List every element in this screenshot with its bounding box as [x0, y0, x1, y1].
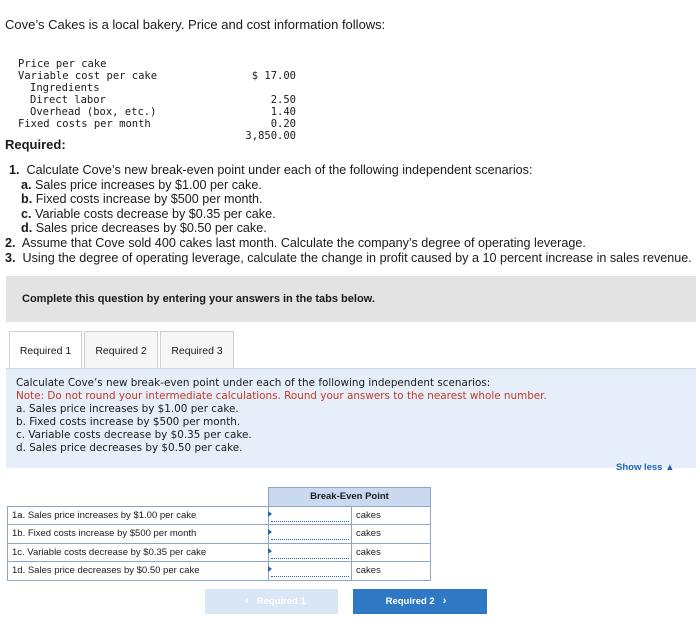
requirement-letter: a. — [21, 177, 32, 192]
instruction-banner: Complete this question by entering your answers in the tabs below. — [6, 276, 696, 322]
requirements-list — [5, 163, 692, 265]
answer-cell — [269, 525, 352, 544]
answer-input-1c[interactable] — [271, 546, 349, 559]
cost-value: 0.20 — [270, 118, 296, 130]
question-panel — [6, 368, 696, 468]
requirement-number: 3. — [5, 250, 16, 265]
row-label: 1c. Variable costs decrease by $0.35 per cake — [8, 543, 269, 562]
table-header-row — [8, 488, 431, 507]
unit-label: cakes — [352, 506, 431, 525]
input-marker-icon — [268, 529, 272, 535]
chevron-right-icon: › — [442, 595, 447, 607]
answer-cell — [269, 506, 352, 525]
previous-label: Required 1 — [256, 596, 306, 607]
answer-cell — [269, 562, 352, 581]
input-marker-icon — [268, 548, 272, 554]
show-less-label: Show less — [616, 462, 663, 473]
requirement-sub-item — [5, 192, 692, 207]
header-blank — [8, 488, 269, 507]
requirement-sub-item — [5, 221, 692, 236]
answer-input-1b[interactable] — [271, 527, 349, 540]
cost-value: $ 17.00 — [251, 70, 296, 82]
row-label: 1b. Fixed costs increase by $500 per month — [8, 525, 269, 544]
unit-label: cakes — [352, 543, 431, 562]
answer-input-1a[interactable] — [271, 509, 349, 522]
requirement-letter: c. — [21, 206, 32, 221]
requirement-letter: d. — [21, 221, 33, 236]
requirement-text: Variable costs decrease by $0.35 per cake. — [35, 206, 276, 221]
panel-instruction: Calculate Cove’s new break-even point under each of the following independent scenarios: — [16, 377, 491, 389]
chevron-left-icon: ‹ — [245, 595, 249, 607]
input-marker-icon — [268, 566, 272, 572]
requirement-text: Sales price decreases by $0.50 per cake. — [35, 221, 267, 236]
requirement-letter: b. — [21, 192, 33, 207]
requirement-sub-item — [5, 178, 692, 193]
tab-required-1[interactable]: Required 1 — [9, 331, 82, 369]
panel-scenario-d: d. Sales price decreases by $0.50 per cake. — [16, 442, 243, 454]
unit-label: cakes — [352, 525, 431, 544]
table-row — [8, 525, 431, 544]
requirement-item — [5, 251, 692, 266]
requirement-number: 2. — [5, 235, 16, 250]
answer-input-1d[interactable] — [271, 564, 349, 577]
cost-value: 2.50 — [270, 94, 296, 106]
panel-scenario-b: b. Fixed costs increase by $500 per month. — [16, 416, 241, 428]
requirement-item — [5, 236, 692, 251]
cost-table — [18, 46, 300, 142]
table-row — [8, 506, 431, 525]
requirement-item — [5, 163, 692, 178]
requirement-text: Fixed costs increase by $500 per month. — [35, 192, 263, 207]
answer-cell — [269, 543, 352, 562]
triangle-up-icon: ▲ — [665, 462, 675, 473]
row-label: 1d. Sales price decreases by $0.50 per cake — [8, 562, 269, 581]
panel-scenario-a: a. Sales price increases by $1.00 per cake. — [16, 403, 239, 415]
tab-required-3[interactable]: Required 3 — [160, 331, 234, 369]
next-label: Required 2 — [385, 596, 435, 607]
cost-label: Direct labor — [30, 94, 106, 106]
cost-label: Variable cost per cake — [18, 70, 158, 82]
cost-value: 3,850.00 — [245, 130, 296, 142]
tab-required-2[interactable]: Required 2 — [84, 331, 158, 369]
next-button[interactable] — [353, 589, 487, 614]
requirement-text: Sales price increases by $1.00 per cake. — [35, 177, 262, 192]
table-row — [8, 562, 431, 581]
show-less-link[interactable] — [616, 462, 675, 473]
unit-label: cakes — [352, 562, 431, 581]
requirement-number: 1. — [9, 163, 20, 177]
cost-label: Overhead (box, etc.) — [30, 106, 157, 118]
requirement-text: Assume that Cove sold 400 cakes last month. Calculate the company’s degree of operating leverage. — [21, 235, 586, 250]
cost-label: Price per cake — [18, 58, 107, 70]
required-heading: Required: — [5, 137, 66, 152]
table-row — [8, 543, 431, 562]
break-even-header: Break-Even Point — [269, 488, 431, 507]
requirement-text: Calculate Cove’s new break-even point under each of the following independent scenarios: — [26, 163, 533, 177]
cost-label: Ingredients — [30, 82, 100, 94]
intro-text: Cove’s Cakes is a local bakery. Price and cost information follows: — [5, 17, 386, 32]
requirement-text: Using the degree of operating leverage, calculate the change in profit caused by a 10 percent increase in sales revenue. — [22, 250, 692, 265]
cost-value: 1.40 — [270, 106, 296, 118]
row-label: 1a. Sales price increases by $1.00 per cake — [8, 506, 269, 525]
panel-note: Note: Do not round your intermediate calculations. Round your answers to the nearest whole number. — [16, 390, 547, 402]
requirement-sub-item — [5, 207, 692, 222]
panel-scenario-c: c. Variable costs decrease by $0.35 per cake. — [16, 429, 252, 441]
previous-button[interactable] — [205, 589, 338, 614]
tab-bar — [9, 331, 236, 369]
cost-label: Fixed costs per month — [18, 118, 151, 130]
break-even-table — [7, 487, 431, 581]
input-marker-icon — [268, 511, 272, 517]
